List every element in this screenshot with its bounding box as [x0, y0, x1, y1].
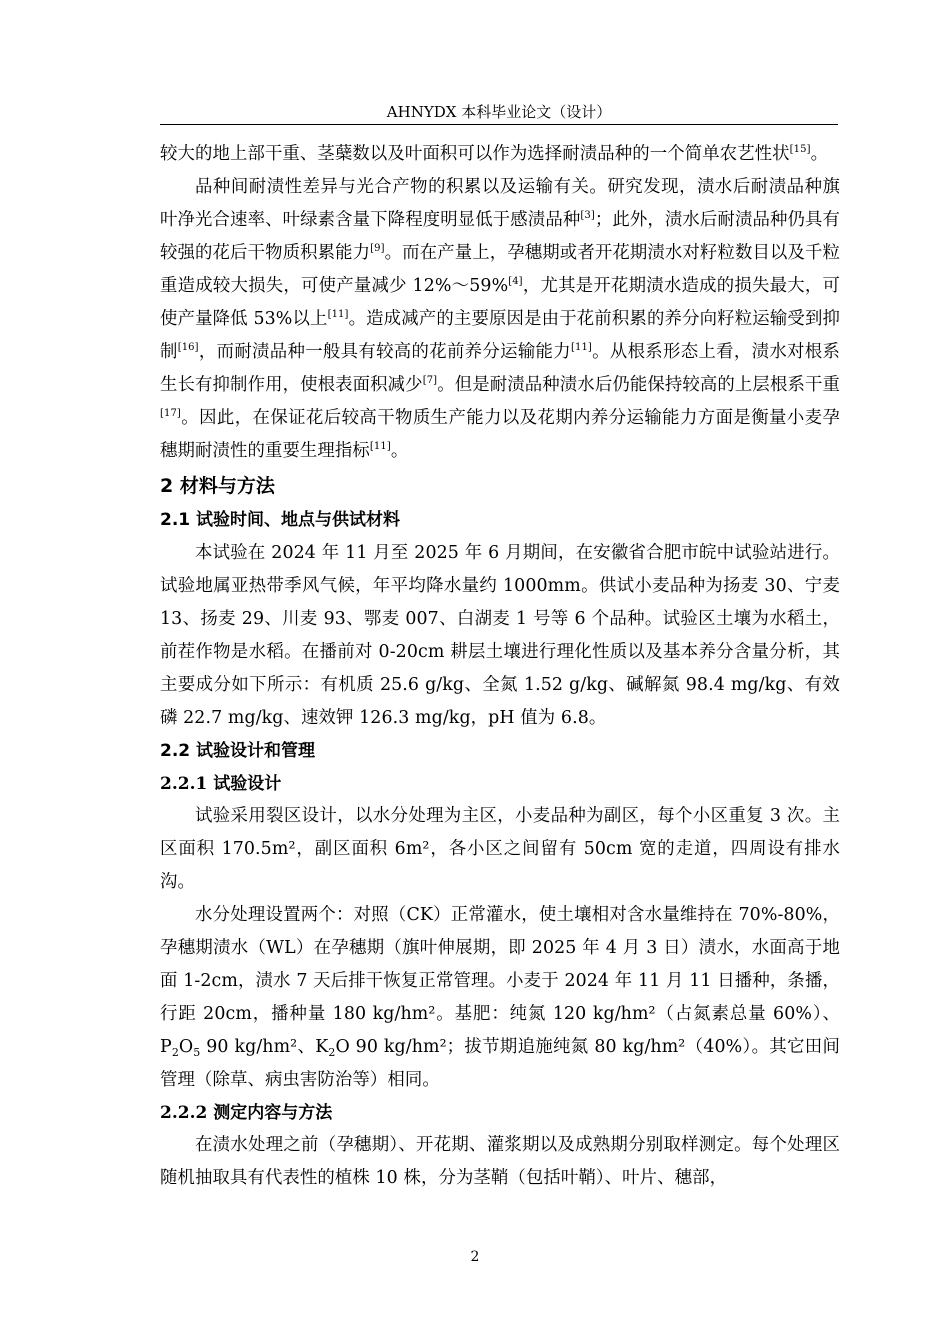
citation: [4] — [508, 276, 523, 287]
paragraph-continued — [160, 138, 840, 171]
citation: [11] — [570, 342, 592, 353]
paragraph-design: 试验采用裂区设计，以水分处理为主区，小麦品种为副区，每个小区重复 3 次。主区面积 170.5m²，副区面积 6m²，各小区之间留有 50cm 宽的走道，四周设有排水沟。 — [160, 806, 840, 892]
subsection-heading: 2.1 试验时间、地点与供试材料 — [160, 510, 401, 530]
page-body — [160, 138, 840, 1195]
paragraph-tolerance-differences — [160, 171, 840, 468]
text-run: 较大的地上部干重、茎蘖数以及叶面积可以作为选择耐渍品种的一个简单农艺性状 — [160, 144, 790, 164]
text-run: 90 kg/hm²、K — [200, 1037, 329, 1057]
text-run: 。而在产量上，孕穗期或者开花期渍水对籽粒数目以及千粒重造成较大损失，可使产量减少 12%～59% — [160, 243, 840, 296]
citation: [3] — [580, 210, 595, 221]
subscript: 5 — [193, 1046, 201, 1059]
text-run: ，而耐渍品种一般具有较高的花前养分运输能力 — [198, 342, 571, 362]
subscript: 2 — [328, 1046, 336, 1059]
text-run: 。因此，在保证花后较高干物质生产能力以及花期内养分运输能力方面是衡量小麦孕穗期耐渍性的重要生理指标 — [160, 408, 840, 461]
text-run: ；此外，渍水后耐渍品种仍具有较强的花后干物质积累能力 — [160, 210, 841, 263]
text-run: 。从根系形态上看，渍水对根系生长有抑制作用，使根表面积减少 — [160, 342, 840, 395]
citation: [11] — [369, 441, 391, 452]
text-run: 品种间耐渍性差异与光合产物的积累以及运输有关。研究发现，渍水后耐渍品种旗叶净光合速率、叶绿素含量下降程度明显低于感渍品种 — [160, 177, 840, 230]
citation: [11] — [327, 309, 349, 320]
subsection-heading: 2.2 试验设计和管理 — [160, 741, 316, 761]
subscript: 2 — [171, 1046, 179, 1059]
subsubsection-heading: 2.2.2 测定内容与方法 — [160, 1103, 333, 1123]
text-run: O 90 kg/hm²；拔节期追施纯氮 80 kg/hm²（40%）。其它田间管理（除草、病虫害防治等）相同。 — [160, 1037, 840, 1090]
paragraph-water-treatment — [160, 899, 840, 1097]
citation: [16] — [177, 342, 199, 353]
text-run: 水分处理设置两个：对照（CK）正常灌水，使土壤相对含水量维持在 70%-80%，孕穗期渍水（WL）在孕穗期（旗叶伸展期，即 2025 年 4 月 3 日）渍水，水面高于地面 1-2cm，渍水 7 天后排干恢复正常管理。小麦于 2024 年 11 月 11 日播种，条播，行距 20cm，播种量 180 kg/hm²。基肥：纯氮 120 kg/hm²（占氮素总量 60%）、P — [160, 905, 840, 1057]
section-heading: 2 材料与方法 — [160, 475, 275, 497]
paragraph-materials: 本试验在 2024 年 11 月至 2025 年 6 月期间，在安徽省合肥市皖中试验站进行。试验地属亚热带季风气候，年平均降水量约 1000mm。供试小麦品种为扬麦 30、宁麦 13、扬麦 29、川麦 93、鄂麦 007、白湖麦 1 号等 6 个品种。试验区土壤为水稻土，前茬作物是水稻。在播前对 0-20cm 耕层土壤进行理化性质以及基本养分含量分析，其主要成分如下所示：有机质 25.6 g/kg、全氮 1.52 g/kg、碱解氮 98.4 mg/kg、有效磷 22.7 mg/kg、速效钾 126.3 mg/kg，pH 值为 6.8。 — [160, 543, 840, 728]
citation: [17] — [160, 408, 181, 419]
citation: [15] — [789, 144, 811, 155]
header-rule — [160, 124, 838, 125]
citation: [7] — [422, 375, 438, 386]
paragraph-measurement: 在渍水处理之前（孕穗期）、开花期、灌浆期以及成熟期分别取样测定。每个处理区随机抽取具有代表性的植株 10 株，分为茎鞘（包括叶鞘）、叶片、穗部， — [160, 1135, 840, 1188]
text-run: 。但是耐渍品种渍水后仍能保持较高的上层根系干重 — [437, 375, 840, 395]
text-run: O — [178, 1037, 194, 1057]
text-run: 。 — [390, 441, 409, 461]
citation: [9] — [370, 243, 385, 254]
page-header: AHNYDX 本科毕业论文（设计） — [386, 103, 612, 121]
text-run: 。 — [810, 144, 829, 164]
text-run: 。造成减产的主要原因是由于花前积累的养分向籽粒运输受到抑制 — [160, 309, 840, 362]
subsubsection-heading: 2.2.1 试验设计 — [160, 774, 282, 794]
page-number: 2 — [470, 1249, 480, 1265]
text-run: ，尤其是开花期渍水造成的损失最大，可使产量降低 53%以上 — [160, 276, 840, 329]
